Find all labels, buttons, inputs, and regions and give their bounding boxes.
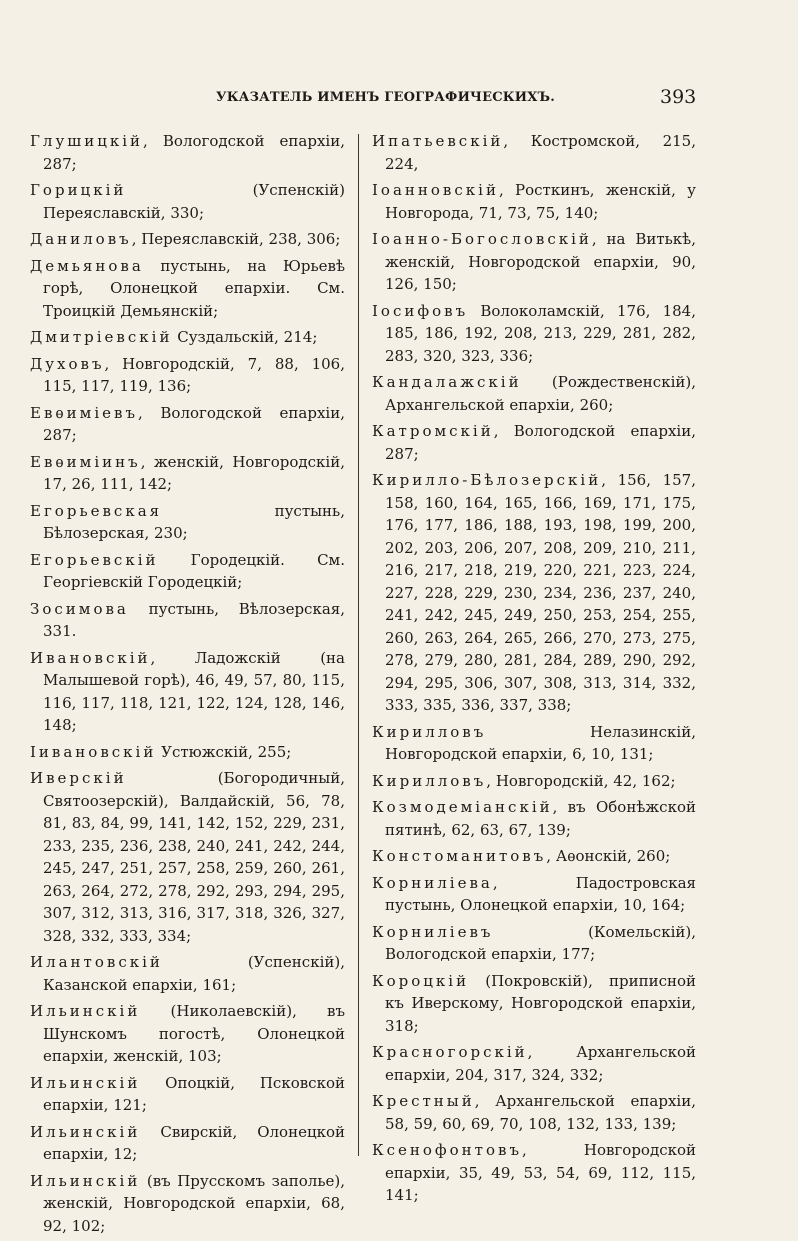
- index-entry: [372, 300, 696, 368]
- entry-text: Устюжскій, 255;: [156, 742, 292, 761]
- index-entry: [372, 921, 696, 966]
- entry-headword: Илантовскій: [30, 953, 163, 971]
- index-entry: [30, 1170, 345, 1238]
- entry-text: , въ Обонѣжской пятинѣ, 62, 63, 67, 139;: [385, 798, 696, 839]
- entry-text: , Переяславскій, 238, 306;: [131, 230, 341, 248]
- entry-text: , Новгородскій, 42, 162;: [486, 771, 676, 790]
- index-entry: [30, 741, 345, 764]
- index-entry: [372, 228, 696, 296]
- index-entry: [30, 451, 345, 496]
- entry-text: Свирскій, Олонецкой епархіи, 12;: [43, 1122, 345, 1163]
- entry-text: (Богородичный, Святоозерскій), Валдайскій, 56, 78, 81, 83, 84, 99, 141, 142, 152, 229, 231, 233, 235, 236, 238, 240, 241, 242, 244, 245, 247, 251, 257, 258, 259, 260, 261, 263, 264, 272, 278, 292, 293, 294, 295, 307, 312, 313, 316, 317, 318, 326, 327, 328, 332, 333, 334;: [43, 769, 345, 945]
- entry-text: (Николаевскій), въ Шунскомъ погостѣ, Олонецкой епархіи, женскій, 103;: [43, 1002, 345, 1065]
- entry-headword: Зосимова: [30, 599, 129, 618]
- index-entry: [372, 420, 696, 465]
- index-entry: [30, 598, 345, 643]
- entry-text: (Покровскій), приписной къ Иверскому, Новгородской епархіи, 318;: [385, 971, 696, 1035]
- entry-text: , Вологодской епархіи, 287;: [43, 132, 345, 173]
- entry-text: , на Витькѣ, женскій, Новгородской епархіи, 90, 126, 150;: [385, 230, 696, 293]
- entry-headword: Иверскій: [30, 769, 127, 787]
- entry-headword: Кандалажскій: [372, 373, 522, 391]
- entry-text: Волоколамскій, 176, 184, 185, 186, 192, 208, 213, 229, 281, 282, 283, 320, 323, 336;: [385, 301, 696, 365]
- entry-text: (Успенскій), Казанской епархіи, 161;: [43, 953, 345, 994]
- entry-text: (Комельскій), Вологодской епархіи, 177;: [385, 922, 696, 963]
- entry-text: , Вологодской епархіи, 287;: [43, 403, 345, 444]
- entry-text: , Архангельской епархіи, 204, 317, 324, 332;: [385, 1043, 696, 1084]
- entry-text: , Костромской, 215, 224,: [385, 132, 696, 173]
- entry-text: , Новгородской епархіи, 35, 49, 53, 54, 69, 112, 115, 141;: [385, 1141, 696, 1204]
- index-entry: [30, 549, 345, 594]
- entry-text: , Падостровская пустынь, Олонецкой епархіи, 10, 164;: [385, 873, 696, 914]
- entry-text: , Новгородскій, 7, 88, 106, 115, 117, 119, 136;: [43, 354, 345, 395]
- entry-headword: Красногорскій: [372, 1043, 528, 1061]
- entry-headword: Даниловъ: [30, 230, 132, 248]
- entry-headword: Іосифовъ: [372, 301, 469, 320]
- index-entry: [30, 326, 345, 349]
- entry-text: , Ладожскій (на Малышевой горѣ), 46, 49, 57, 80, 115, 116, 117, 118, 121, 122, 124, 128, 146, 148;: [43, 648, 345, 734]
- entry-text: пустынь, Вѣлозерская, 331.: [43, 599, 345, 640]
- entry-text: , 156, 157, 158, 160, 164, 165, 166, 169, 171, 175, 176, 177, 186, 188, 193, 198, 199, 200, 202, 203, 206, 207, 208, 209, 210, 211, 216, 217, 218, 219, 220, 221, 223, 224, 227, 228, 229, 230, 234, 236, 237, 240, 241, 242, 245, 249, 250, 253, 254, 255, 260, 263, 264, 265, 266, 270, 273, 275, 278, 279, 280, 281, 284, 289, 290, 292, 294, 295, 306, 307, 308, 313, 314, 332, 333, 335, 336, 337, 338;: [385, 471, 696, 714]
- entry-headword: Ильинскій: [30, 1073, 141, 1092]
- entry-text: , Архангельской епархіи, 58, 59, 60, 69, 70, 108, 132, 133, 139;: [385, 1092, 696, 1133]
- entry-headword: Горицкій: [30, 181, 127, 199]
- entry-headword: Ильинскій: [30, 1122, 141, 1141]
- index-entry: [372, 872, 696, 917]
- entry-text: (въ Прусскомъ заполье), женскій, Новгородской епархіи, 68, 92, 102;: [43, 1171, 345, 1235]
- entry-text: Опоцкій, Псковской епархіи, 121;: [43, 1073, 345, 1114]
- entry-headword: Глушицкій: [30, 132, 144, 150]
- index-entry: [372, 469, 696, 717]
- index-entry: [372, 721, 696, 766]
- index-entry: [30, 500, 345, 545]
- entry-text: Нелазинскій, Новгородской епархіи, 6, 10, 131;: [385, 722, 696, 763]
- entry-headword: Демьянова: [30, 256, 144, 275]
- index-entry: [30, 767, 345, 947]
- running-head: УКАЗАТЕЛЬ ИМЕНЪ ГЕОГРАФИЧЕСКИХЪ.: [216, 90, 555, 105]
- index-entry: [372, 770, 696, 793]
- entry-text: пустынь, на Юрьевѣ горѣ, Олонецкой епархіи. См. Троицкій Демьянскій;: [43, 256, 345, 320]
- index-entry: [372, 130, 696, 175]
- entry-headword: Кирилловъ: [372, 771, 487, 790]
- index-entry: [372, 845, 696, 868]
- entry-text: , женскій, Новгородскій, 17, 26, 111, 142;: [43, 452, 345, 493]
- entry-headword: Ксенофонтовъ: [372, 1141, 523, 1159]
- index-entry: [372, 371, 696, 416]
- index-entry: [372, 179, 696, 224]
- index-entry: [372, 796, 696, 841]
- index-entry: [30, 951, 345, 996]
- entry-headword: Констоманитовъ: [372, 847, 547, 865]
- index-entry: [372, 1041, 696, 1086]
- entry-headword: Дмитріевскій: [30, 328, 173, 346]
- entry-text: Городецкій. См. Георгіевскій Городецкій;: [43, 550, 345, 591]
- index-entry: [30, 402, 345, 447]
- entry-headword: Ипатьевскій: [372, 132, 504, 150]
- entry-text: , Росткинъ, женскій, у Новгорода, 71, 73, 75, 140;: [385, 181, 696, 222]
- entry-headword: Егорьевскій: [30, 550, 159, 569]
- column-divider: [358, 134, 359, 1156]
- index-entry: [30, 130, 345, 175]
- entry-text: пустынь, Бѣлозерская, 230;: [43, 501, 345, 542]
- index-column-right: [372, 130, 696, 1211]
- index-entry: [30, 179, 345, 224]
- entry-headword: Козмодеміанскій: [372, 798, 553, 816]
- index-entry: [30, 228, 345, 251]
- entry-text: (Успенскій) Переяславскій, 330;: [43, 181, 345, 222]
- index-entry: [30, 255, 345, 323]
- entry-headword: Егорьевская: [30, 501, 163, 520]
- entry-text: (Рождественскій), Архангельской епархіи, 260;: [385, 373, 696, 414]
- entry-text: , Вологодской епархіи, 287;: [385, 422, 696, 463]
- entry-headword: Корнилiева: [372, 873, 493, 892]
- entry-text: Суздальскій, 214;: [172, 328, 318, 346]
- entry-headword: Ивановскій: [30, 648, 151, 667]
- entry-headword: Евѳиміинъ: [30, 452, 141, 471]
- entry-headword: Корниліевъ: [372, 922, 494, 941]
- entry-headword: Іоанно-Богословскій: [372, 230, 592, 248]
- index-entry: [372, 970, 696, 1038]
- entry-headword: Ильинскій: [30, 1171, 141, 1190]
- entry-headword: Духовъ: [30, 354, 105, 373]
- page-number: 393: [660, 86, 697, 108]
- entry-headword: Іоанновскій: [372, 181, 499, 199]
- index-entry: [30, 1000, 345, 1068]
- index-entry: [30, 647, 345, 737]
- entry-headword: Катромскій: [372, 422, 494, 440]
- entry-headword: Короцкій: [372, 971, 470, 990]
- entry-headword: Кирилловъ: [372, 722, 487, 741]
- entry-headword: Ильинскій: [30, 1002, 141, 1020]
- entry-headword: Евѳиміевъ: [30, 403, 139, 422]
- index-column-left: [30, 130, 345, 1241]
- index-entry: [30, 353, 345, 398]
- entry-headword: Кирилло-Бѣлозерскій: [372, 471, 602, 489]
- entry-headword: Іивановскій: [30, 742, 157, 761]
- index-entry: [30, 1072, 345, 1117]
- entry-headword: Крестный: [372, 1092, 475, 1110]
- index-entry: [372, 1090, 696, 1135]
- index-entry: [372, 1139, 696, 1207]
- entry-text: , Аѳонскій, 260;: [546, 847, 671, 865]
- index-entry: [30, 1121, 345, 1166]
